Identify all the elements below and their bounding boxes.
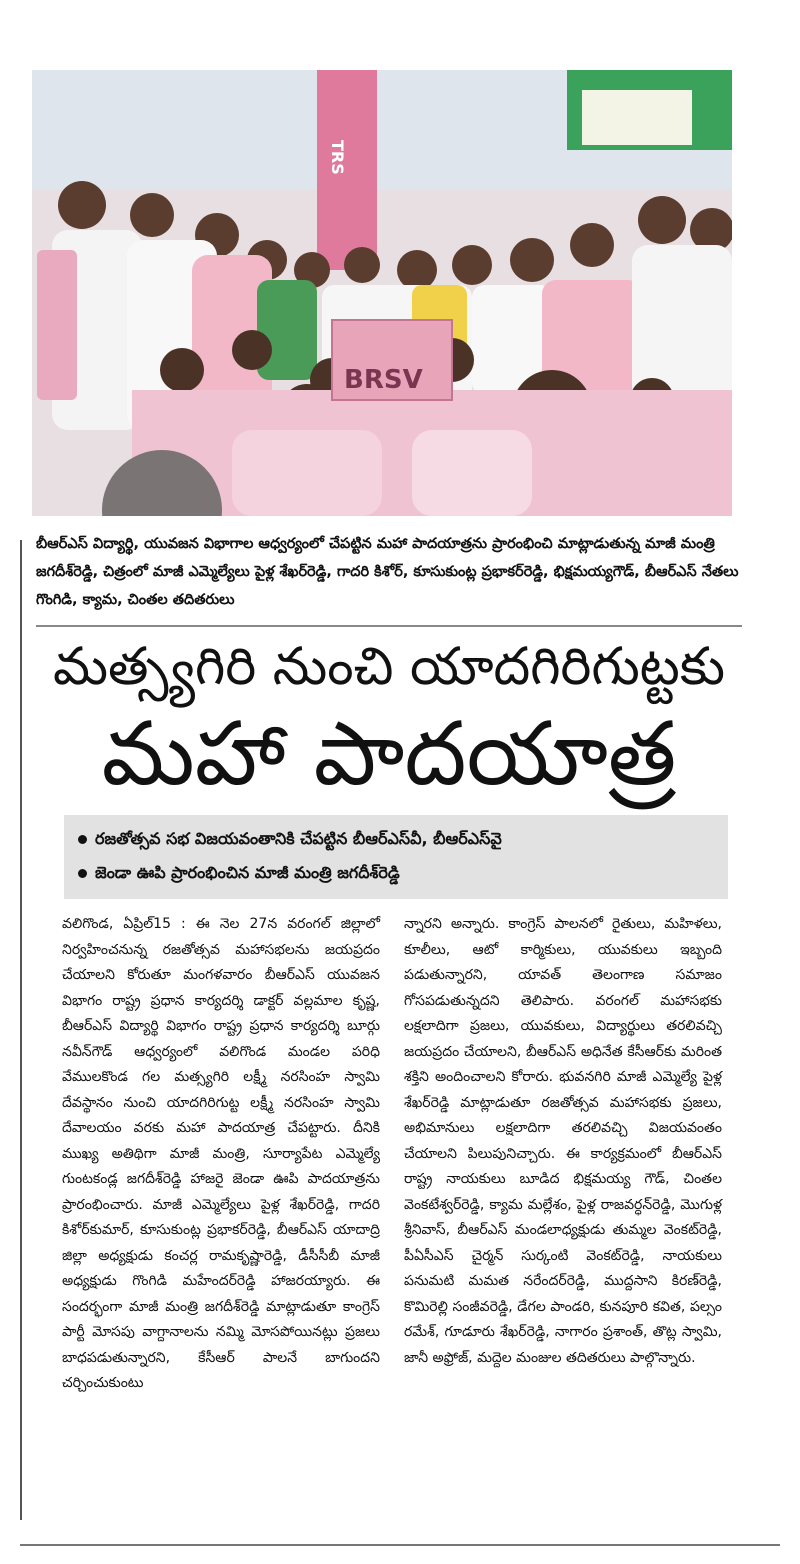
headline-rule xyxy=(36,625,742,627)
bullet-icon xyxy=(78,835,87,844)
flag-text: TRS xyxy=(328,140,347,175)
left-column-rule xyxy=(20,540,22,1520)
deck-text: జెండా ఊపి ప్రారంభించిన మాజీ మంత్రి జగదీశ్‌రెడ్డి xyxy=(95,863,400,882)
deck-text: రజతోత్సవ సభ విజయవంతానికి చేపట్టిన బీఆర్‌ఎస్‌వీ, బీఆర్‌ఎస్‌వై xyxy=(95,829,502,848)
body-column-right xyxy=(404,912,722,1371)
deck-box xyxy=(64,815,728,899)
deck-item xyxy=(78,829,502,852)
body-text-right: న్నారని అన్నారు. కాంగ్రెస్ పాలనలో రైతులు, మహిళలు, కూలీలు, ఆటో కార్మికులు, యువకులు ఇబ్బంది పడుతున్నారని, యావత్ తెలంగాణ సమాజం గోసపడుతున్నదని తెలిపారు. వరంగల్ మహాసభకు లక్షలాదిగా ప్రజలు, యువకులు, విద్యార్థులు తరలివచ్చి జయప్రదం చేయాలని, బీఆర్‌ఎస్ అధినేత కేసీఆర్‌కు మరింత శక్తిని అందించాలని కోరారు. భువనగిరి మాజీ ఎమ్మెల్యే పైళ్ల శేఖర్‌రెడ్డి మాట్లాడుతూ రజతోత్సవ మహాసభకు ప్రజలు, అభిమానులు లక్షలాదిగా తరలివచ్చి విజయవంతం చేయాలని పిలుపునిచ్చారు. ఈ కార్యక్రమంలో బీఆర్‌ఎస్ రాష్ట్ర నాయకులు బూడిద భిక్షమయ్య గౌడ్, చింతల వెంకటేశ్వర్‌రెడ్డి, క్యామ మల్లేశం, పైళ్ల రాజవర్ధన్‌రెడ్డి, మొగుళ్ల శ్రీనివాస్, బీఆర్‌ఎస్ మండలాధ్యక్షుడు తుమ్మల వెంకట్‌రెడ్డి, పీఏసీఎస్ చైర్మన్ సుర్కంటి వెంకట్‌రెడ్డి, నాయకులు పనుమటి మమత నరేందర్‌రెడ్డి, ముద్దసాని కిరణ్‌రెడ్డి, కొమిరెల్లి సంజీవరెడ్డి, డేగల పాండరి, కునపూరి కవిత, పల్సం రమేశ్, గూడూరు శేఖర్‌రెడ్డి, నాగారం ప్రశాంత్, తొట్ల స్వామి, జానీ అఫ్రోజ్, మద్దెల మంజుల తదితరులు పాల్గొన్నారు. xyxy=(404,916,722,1366)
body-column-left xyxy=(62,912,380,1397)
headline-line-2: మహా పాదయాత్ర xyxy=(101,702,677,805)
placard-text: BRSV xyxy=(344,365,423,395)
bullet-icon xyxy=(78,869,87,878)
headline-line-1: మత్స్యగిరి నుంచి యాదగిరిగుట్టకు xyxy=(53,637,725,697)
deck-item xyxy=(78,863,400,886)
news-photo xyxy=(32,70,732,516)
body-text-left: వలిగొండ, ఏప్రిల్15 : ఈ నెల 27న వరంగల్ జిల్లాలో నిర్వహించనున్న రజతోత్సవ మహాసభలను జయప్రదం చేయాలని కోరుతూ మంగళవారం బీఆర్‌ఎస్ యువజన విభాగం రాష్ట్ర ప్రధాన కార్యదర్శి డాక్టర్ వల్లమాల కృష్ణ, బీఆర్‌ఎస్ విద్యార్థి విభాగం రాష్ట్ర ప్రధాన కార్యదర్శి బూర్గు నవీన్‌గౌడ్ ఆధ్వర్యంలో వలిగొండ మండల పరిధి వేములకొండ గల మత్స్యగిరి లక్ష్మీ నరసింహ స్వామి దేవస్థానం నుంచి యాదగిరిగుట్ట లక్ష్మీ నరసింహ స్వామి దేవాలయం వరకు మహా పాదయాత్ర చేపట్టారు. దీనికి ముఖ్య అతిథిగా మాజీ మంత్రి, సూర్యాపేట ఎమ్మెల్యే గుంటకండ్ల జగదీశ్‌రెడ్డి హాజరై జెండా ఊపి పాదయాత్రను ప్రారంభించారు. మాజీ ఎమ్మెల్యేలు పైళ్ల శేఖర్‌రెడ్డి, గాదరి కిశోర్‌కుమార్, కూసుకుంట్ల ప్రభాకర్‌రెడ్డి, బీఆర్‌ఎస్ యాదాద్రి జిల్లా అధ్యక్షుడు కంచర్ల రామకృష్ణారెడ్డి, డీసీసీబీ మాజీ అధ్యక్షుడు గొంగిడి మహేందర్‌రెడ్డి హాజరయ్యారు. ఈ సందర్భంగా మాజీ మంత్రి జగదీశ్‌రెడ్డి మాట్లాడుతూ కాంగ్రెస్ పార్టీ మోసపు వాగ్దానాలను నమ్మి మోసపోయినట్లు ప్రజలు బాధపడుతున్నారని, కేసీఆర్ పాలనే బాగుందని చర్చించుకుంటు xyxy=(62,916,380,1391)
bottom-rule xyxy=(20,1544,780,1546)
photo-caption: బీఆర్‌ఎస్ విద్యార్థి, యువజన విభాగాల ఆధ్వర్యంలో చేపట్టిన మహా పాదయాత్రను ప్రారంభించి మాట్లాడుతున్న మాజీ మంత్రి జగదీశ్‌రెడ్డి, చిత్రంలో మాజీ ఎమ్మెల్యేలు పైళ్ల శేఖర్‌రెడ్డి, గాదరి కిశోర్, కూసుకుంట్ల ప్రభాకర్‌రెడ్డి, భిక్షమయ్యగౌడ్, బీఆర్‌ఎస్ నేతలు గొంగిడి, క్యామ, చింతల తదితరులు xyxy=(36,536,739,608)
